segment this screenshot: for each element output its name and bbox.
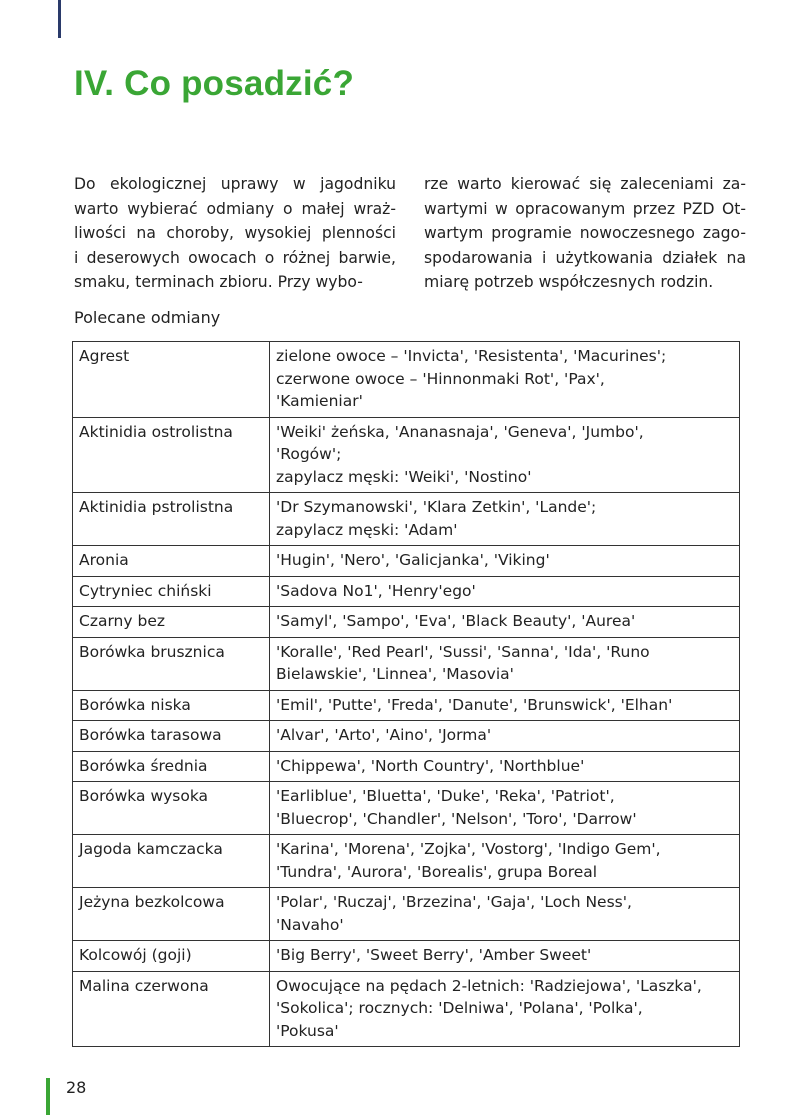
intro-right-line: wartym programie nowoczesnego zago- [424,224,746,242]
intro-right-line: wartymi w opracowanym przez PZD Ot- [424,199,746,218]
variety-line: 'Alvar', 'Arto', 'Aino', 'Jorma' [276,726,492,744]
varieties-cell [270,835,740,888]
variety-line: 'Dr Szymanowski', 'Klara Zetkin', 'Lande'; [276,498,597,516]
varieties-cell [270,721,740,752]
varieties-cell [270,607,740,638]
variety-line: 'Pokusa' [276,1021,339,1040]
plant-name-cell: Malina czerwona [73,971,270,1047]
varieties-cell [270,941,740,972]
varieties-cell [270,690,740,721]
table-row [73,721,740,752]
plant-name-cell: Cytryniec chiński [73,576,270,607]
variety-line: 'Karina', 'Morena', 'Zojka', 'Vostorg', 'Indigo Gem', [276,840,661,858]
table-row [73,941,740,972]
variety-line: 'Rogów'; [276,445,342,463]
intro-left-line: i deserowych owocach o różnej barwie, [74,248,396,267]
intro-right-line: rze warto kierować się zaleceniami za- [424,175,746,193]
plant-name-cell: Czarny bez [73,607,270,638]
chapter-title: IV. Co posadzić? [74,64,355,103]
varieties-table [72,341,740,1047]
varieties-cell [270,546,740,577]
plant-name-cell: Aktinidia pstrolistna [73,493,270,546]
plant-name-cell: Borówka wysoka [73,782,270,835]
intro-left-line: liwości na choroby, wysokiej plenności [74,224,396,242]
table-row [73,576,740,607]
plant-name-cell: Jagoda kamczacka [73,835,270,888]
variety-line: 'Earliblue', 'Bluetta', 'Duke', 'Reka', 'Patriot', [276,787,615,805]
table-row [73,607,740,638]
varieties-cell [270,637,740,690]
variety-line: zapylacz męski: 'Adam' [276,520,458,539]
plant-name-cell: Kolcowój (goji) [73,941,270,972]
plant-name-cell: Borówka niska [73,690,270,721]
varieties-cell [270,417,740,493]
table-row [73,888,740,941]
variety-line: czerwone owoce – 'Hinnonmaki Rot', 'Pax', [276,369,605,388]
variety-line: zielone owoce – 'Invicta', 'Resistenta', 'Macurines'; [276,347,667,365]
variety-line: 'Emil', 'Putte', 'Freda', 'Danute', 'Brunswick', 'Elhan' [276,695,673,714]
varieties-cell [270,888,740,941]
variety-line: 'Sadova No1', 'Henry'ego' [276,581,476,600]
intro-right-line: miarę potrzeb współczesnych rodzin. [424,273,714,291]
plant-name-cell: Agrest [73,342,270,418]
varieties-cell [270,751,740,782]
varieties-cell [270,971,740,1047]
variety-line: zapylacz męski: 'Weiki', 'Nostino' [276,467,532,486]
plant-name-cell: Borówka średnia [73,751,270,782]
intro-left-line: warto wybierać odmiany o małej wraż- [74,199,396,218]
table-row [73,782,740,835]
intro-left-column [74,172,396,295]
page-number-bar [46,1078,50,1115]
plant-name-cell: Borówka brusznica [73,637,270,690]
intro-left-line: smaku, terminach zbioru. Przy wybo- [74,273,363,291]
table-caption: Polecane odmiany [74,308,221,327]
variety-line: 'Tundra', 'Aurora', 'Borealis', grupa Boreal [276,862,598,881]
table-row [73,835,740,888]
page-number: 28 [66,1078,87,1097]
variety-line: 'Samyl', 'Sampo', 'Eva', 'Black Beauty', 'Aurea' [276,612,636,630]
table-row [73,690,740,721]
plant-name-cell: Aronia [73,546,270,577]
table-row [73,751,740,782]
intro-left-line: Do ekologicznej uprawy w jagodniku [74,175,396,193]
variety-line: 'Navaho' [276,915,344,934]
varieties-cell [270,782,740,835]
variety-line: 'Polar', 'Ruczaj', 'Brzezina', 'Gaja', 'Loch Ness', [276,893,632,911]
variety-line: 'Koralle', 'Red Pearl', 'Sussi', 'Sanna', 'Ida', 'Runo [276,642,650,661]
table-row [73,342,740,418]
variety-line: 'Big Berry', 'Sweet Berry', 'Amber Sweet' [276,946,592,964]
table-row [73,546,740,577]
varieties-table-body [73,342,740,1047]
plant-name-cell: Jeżyna bezkolcowa [73,888,270,941]
variety-line: 'Kamieniar' [276,392,363,410]
varieties-cell [270,493,740,546]
variety-line: 'Weiki' żeńska, 'Ananasnaja', 'Geneva', 'Jumbo', [276,422,644,441]
variety-line: 'Bluecrop', 'Chandler', 'Nelson', 'Toro', 'Darrow' [276,809,637,828]
top-margin-bar [58,0,61,38]
variety-line: Bielawskie', 'Linnea', 'Masovia' [276,665,514,683]
table-row [73,417,740,493]
plant-name-cell: Aktinidia ostrolistna [73,417,270,493]
plant-name-cell: Borówka tarasowa [73,721,270,752]
varieties-cell [270,576,740,607]
table-row [73,493,740,546]
variety-line: Owocujące na pędach 2-letnich: 'Radziejowa', 'Laszka', [276,976,702,995]
variety-line: 'Chippewa', 'North Country', 'Northblue' [276,756,585,775]
variety-line: 'Sokolica'; rocznych: 'Delniwa', 'Polana', 'Polka', [276,999,643,1017]
table-row [73,971,740,1047]
intro-right-column [424,172,746,295]
intro-right-line: spodarowania i użytkowania działek na [424,248,746,267]
table-row [73,637,740,690]
variety-line: 'Hugin', 'Nero', 'Galicjanka', 'Viking' [276,551,550,569]
varieties-cell [270,342,740,418]
